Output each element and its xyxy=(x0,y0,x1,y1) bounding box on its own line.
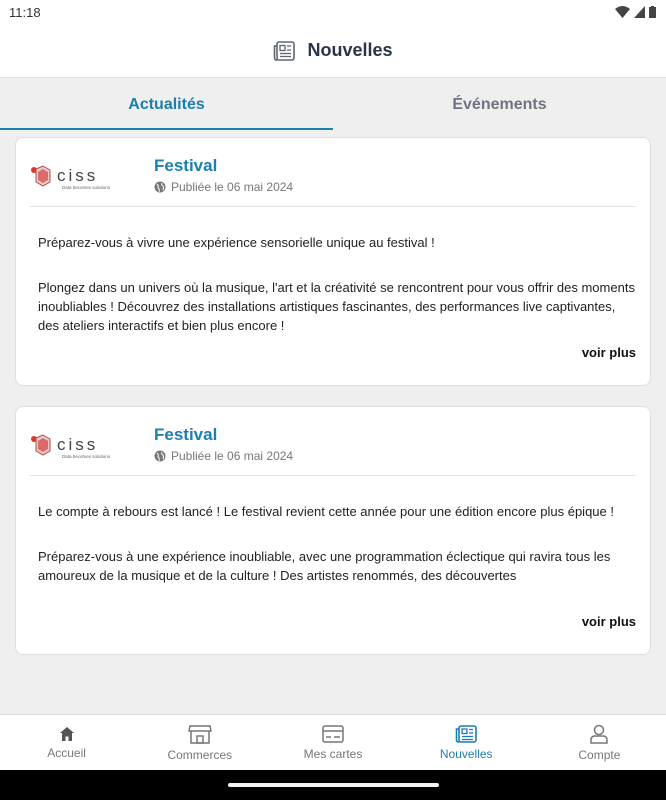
svg-text:ciss: ciss xyxy=(57,166,99,185)
nav-nouvelles[interactable] xyxy=(400,715,533,770)
card-paragraph: Préparez-vous à vivre une expérience sensorielle unique au festival ! xyxy=(38,235,435,250)
card-icon xyxy=(322,725,344,743)
card-date xyxy=(154,180,293,194)
ciss-logo xyxy=(30,431,122,461)
card-paragraph: Le compte à rebours est lancé ! Le festival revient cette année pour une édition encore plus épique ! xyxy=(38,504,614,519)
signal-icon xyxy=(634,6,645,18)
card-paragraph: Préparez-vous à une expérience inoubliable, avec une programmation éclectique qui ravira tous les amoureux de la musique et de la culture ! Des artistes renommés, des découvertes xyxy=(38,549,611,583)
status-icons xyxy=(615,6,656,18)
news-card[interactable] xyxy=(15,137,651,386)
tab-bar xyxy=(0,79,666,130)
status-time: 11:18 xyxy=(9,4,41,20)
card-header xyxy=(30,419,636,476)
status-bar xyxy=(0,0,666,24)
news-card[interactable] xyxy=(15,406,651,655)
nav-label: Commerces xyxy=(167,747,233,762)
store-icon xyxy=(188,724,212,744)
nav-label: Nouvelles xyxy=(439,746,493,761)
svg-text:ciss: ciss xyxy=(57,435,99,454)
svg-text:Data becomes solutions: Data becomes solutions xyxy=(62,185,111,190)
publish-date: Publiée le 06 mai 2024 xyxy=(171,180,294,194)
ciss-logo xyxy=(30,162,122,192)
globe-icon xyxy=(154,450,166,462)
globe-icon xyxy=(154,181,166,193)
battery-icon xyxy=(649,6,656,18)
nav-accueil[interactable] xyxy=(0,715,133,770)
home-icon xyxy=(59,726,75,742)
nav-commerces[interactable] xyxy=(133,715,266,770)
gesture-handle[interactable] xyxy=(228,783,439,787)
card-title[interactable]: Festival xyxy=(154,156,218,175)
nav-label: Accueil xyxy=(47,745,86,760)
read-more-link[interactable]: voir plus xyxy=(581,345,636,360)
wifi-icon xyxy=(615,6,630,18)
app-bar xyxy=(0,24,666,78)
card-body xyxy=(38,502,636,612)
tab-actualites[interactable]: Actualités xyxy=(0,79,333,130)
read-more-link[interactable]: voir plus xyxy=(581,614,636,629)
user-icon xyxy=(590,724,608,744)
publish-date: Publiée le 06 mai 2024 xyxy=(171,449,294,463)
tab-evenements[interactable]: Événements xyxy=(452,95,547,113)
card-title[interactable]: Festival xyxy=(154,425,218,444)
card-date xyxy=(154,449,293,463)
nav-mes-cartes[interactable] xyxy=(266,715,399,770)
bottom-navigation xyxy=(0,714,666,770)
nav-label: Compte xyxy=(578,747,621,762)
newspaper-icon xyxy=(455,725,477,743)
news-list xyxy=(15,137,651,675)
svg-text:Data becomes solutions: Data becomes solutions xyxy=(62,454,111,459)
card-body xyxy=(38,233,636,343)
page-title: Nouvelles xyxy=(307,40,393,60)
card-paragraph: Plongez dans un univers où la musique, l'art et la créativité se rencontrent pour vous offrir des moments inoubliables ! Découvrez des installations artistiques fascinantes, des performances live captivantes, des ateliers interactifs et bien plus encore ! xyxy=(38,280,635,333)
nav-compte[interactable] xyxy=(533,715,666,770)
gesture-bar xyxy=(0,770,666,800)
card-header xyxy=(30,150,636,207)
newspaper-icon xyxy=(273,41,295,61)
nav-label: Mes cartes xyxy=(303,746,363,761)
